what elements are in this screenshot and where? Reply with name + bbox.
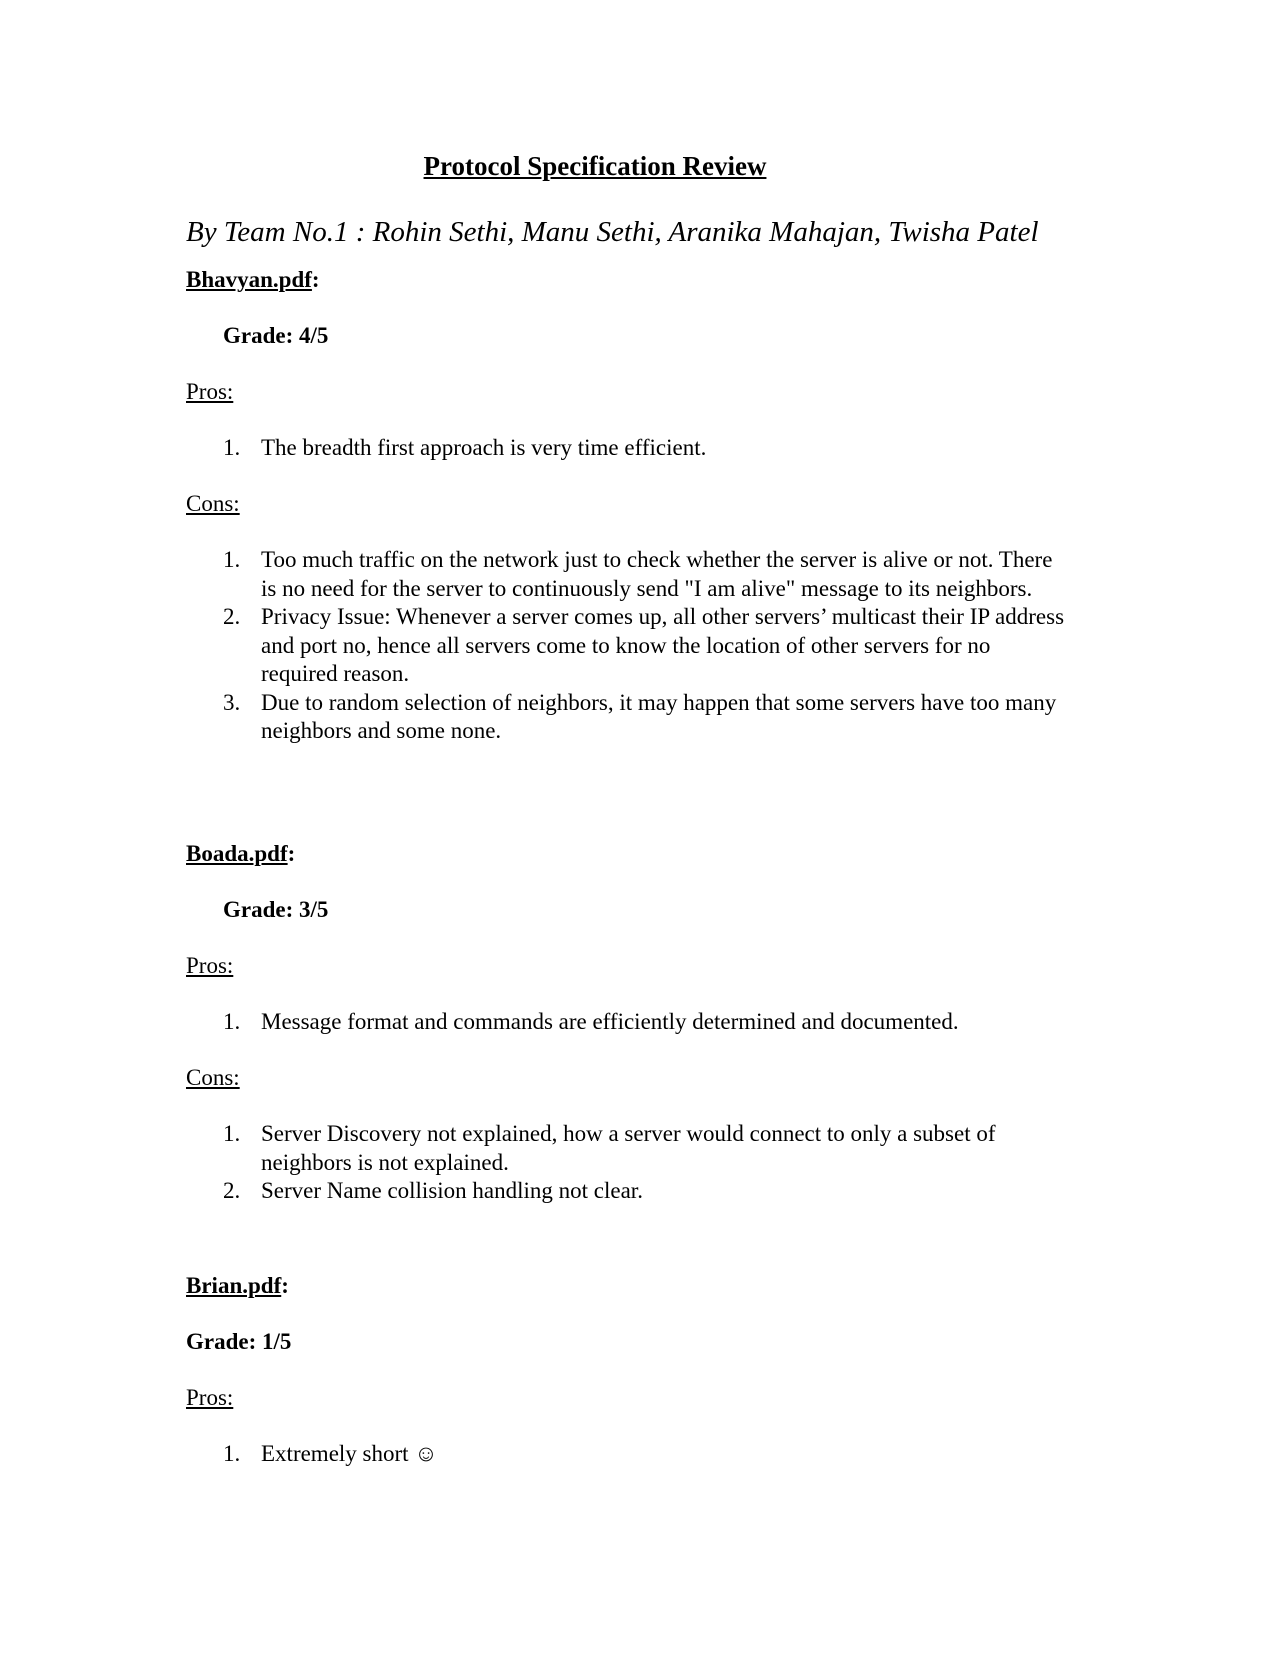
pros-label: Pros: <box>186 379 234 404</box>
list-item <box>186 1008 1086 1037</box>
list-item-text: Extremely short ☺ <box>261 1441 438 1466</box>
list-item-text: Due to random selection of neighbors, it may happen that some servers have too many neighbors and some none. <box>261 689 1057 743</box>
list-item-number: 2. <box>223 604 241 629</box>
list-item-number: 2. <box>223 1178 241 1203</box>
list-item-text: Server Name collision handling not clear. <box>261 1178 643 1203</box>
list-item-number: 3. <box>223 689 241 715</box>
cons-list <box>186 546 1066 746</box>
list-item <box>186 434 1086 463</box>
list-item <box>186 546 1066 603</box>
review-file-name: Brian.pdf <box>186 1273 282 1298</box>
review-file-heading <box>186 266 320 294</box>
list-item-text: The breadth first approach is very time efficient. <box>261 435 707 460</box>
review-file-name: Boada.pdf <box>186 841 288 866</box>
list-item-text: Too much traffic on the network just to check whether the server is alive or not. There is no need for the server to continuously send "I am alive" message to its neighbors. <box>261 547 1053 601</box>
heading-colon: : <box>281 1273 289 1298</box>
review-grade: Grade: 1/5 <box>186 1329 292 1354</box>
review-file-heading <box>186 1272 289 1300</box>
list-item-number: 1. <box>223 1441 241 1466</box>
list-item-text: Message format and commands are efficiently determined and documented. <box>261 1009 959 1034</box>
list-item <box>186 1120 1066 1177</box>
pros-label: Pros: <box>186 1385 234 1410</box>
pros-label: Pros: <box>186 953 234 978</box>
list-item-number: 1. <box>223 1009 241 1034</box>
list-item-number: 1. <box>223 1121 241 1146</box>
list-item <box>186 1177 1066 1206</box>
cons-list <box>186 1120 1066 1206</box>
pros-list <box>186 1440 1086 1469</box>
list-item <box>186 689 1066 746</box>
pros-list <box>186 1008 1086 1037</box>
list-item-text: Privacy Issue: Whenever a server comes up, all other servers’ multicast their IP address and port no, hence all servers come to know the location of other servers for no required reason. <box>261 604 1065 686</box>
review-file-heading <box>186 840 295 868</box>
list-item <box>186 1440 1086 1469</box>
list-item-number: 1. <box>223 547 241 572</box>
list-item-text: Server Discovery not explained, how a server would connect to only a subset of neighbors is not explained. <box>261 1121 996 1175</box>
heading-colon: : <box>287 841 296 866</box>
review-file-name: Bhavyan.pdf <box>186 267 312 292</box>
list-item-number: 1. <box>223 435 241 460</box>
cons-label: Cons: <box>186 1065 240 1090</box>
list-item <box>186 603 1066 689</box>
pros-list <box>186 434 1086 463</box>
authors-line: By Team No.1 : Rohin Sethi, Manu Sethi, Aranika Mahajan, Twisha Patel <box>186 216 1039 248</box>
review-grade: Grade: 4/5 <box>223 323 329 348</box>
document-title: Protocol Specification Review <box>423 151 767 181</box>
cons-label: Cons: <box>186 491 240 516</box>
review-grade: Grade: 3/5 <box>223 897 329 922</box>
heading-colon: : <box>311 267 320 292</box>
